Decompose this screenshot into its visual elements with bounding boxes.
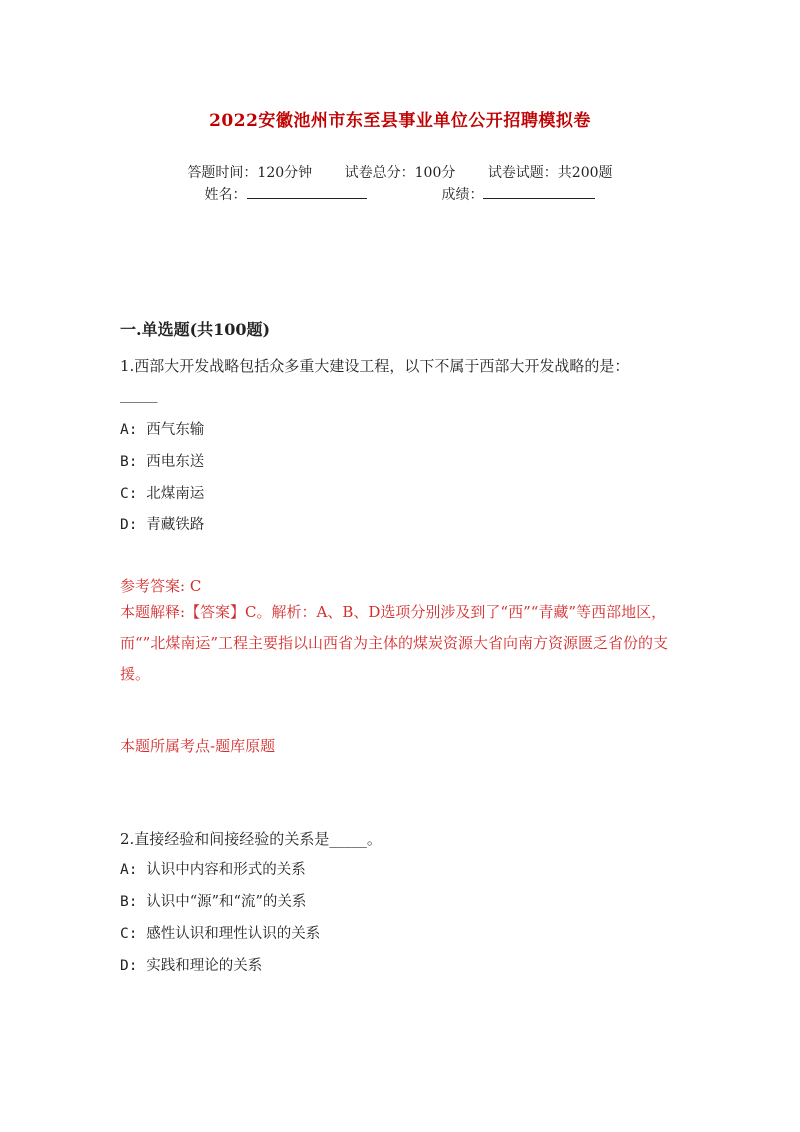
option-letter: D: bbox=[120, 958, 138, 974]
question-1-explanation: 本题解释:【答案】C。解析：A、B、D选项分别涉及到了“西”“青藏”等西部地区，而“”北煤南运”工程主要指以山西省为主体的煤炭资源大省向南方资源匮乏省份的支援。 bbox=[120, 603, 669, 683]
option-text: 认识中内容和形式的关系 bbox=[146, 862, 306, 878]
question-2-stem: 2.直接经验和间接经验的关系是_____。 bbox=[120, 830, 382, 848]
option-text: 西气东输 bbox=[146, 422, 205, 438]
student-info bbox=[0, 184, 800, 204]
question-1-option-a bbox=[120, 418, 204, 439]
question-2-option-c bbox=[120, 922, 320, 943]
name-blank bbox=[247, 185, 367, 199]
score-blank bbox=[483, 185, 595, 199]
question-2-option-b bbox=[120, 890, 306, 911]
option-letter: A: bbox=[120, 422, 138, 438]
question-1-blank: _____ bbox=[120, 385, 158, 403]
question-2-option-a bbox=[120, 858, 306, 879]
option-text: 西电东送 bbox=[146, 454, 205, 470]
option-letter: C: bbox=[120, 926, 138, 942]
option-text: 北煤南运 bbox=[146, 486, 205, 502]
total-questions: 试卷试题：共200题 bbox=[487, 165, 613, 181]
option-text: 认识中“源”和“流”的关系 bbox=[146, 894, 307, 910]
name-label: 姓名： bbox=[204, 187, 247, 203]
question-1-option-b bbox=[120, 450, 204, 471]
option-letter: A: bbox=[120, 862, 138, 878]
option-text: 青藏铁路 bbox=[146, 517, 205, 533]
exam-meta bbox=[0, 162, 800, 182]
exam-title: 2022安徽池州市东至县事业单位公开招聘模拟卷 bbox=[209, 111, 591, 131]
section-heading: 一.单选题(共100题) bbox=[120, 320, 271, 339]
question-1-topic: 本题所属考点-题库原题 bbox=[120, 737, 276, 755]
option-letter: D: bbox=[120, 517, 138, 533]
score-label: 成绩： bbox=[441, 187, 484, 203]
question-1-option-c bbox=[120, 482, 204, 503]
exam-time: 答题时间：120分钟 bbox=[187, 165, 313, 181]
question-1-option-d bbox=[120, 513, 204, 534]
question-1-stem: 1.西部大开发战略包括众多重大建设工程，以下不属于西部大开发战略的是： bbox=[120, 357, 630, 375]
question-2-option-d bbox=[120, 954, 262, 975]
option-letter: B: bbox=[120, 894, 138, 910]
option-letter: C: bbox=[120, 486, 138, 502]
option-text: 实践和理论的关系 bbox=[146, 958, 263, 974]
option-letter: B: bbox=[120, 454, 138, 470]
total-score: 试卷总分：100分 bbox=[344, 165, 456, 181]
option-text: 感性认识和理性认识的关系 bbox=[146, 926, 321, 942]
question-1-answer: 参考答案: C bbox=[120, 577, 202, 595]
